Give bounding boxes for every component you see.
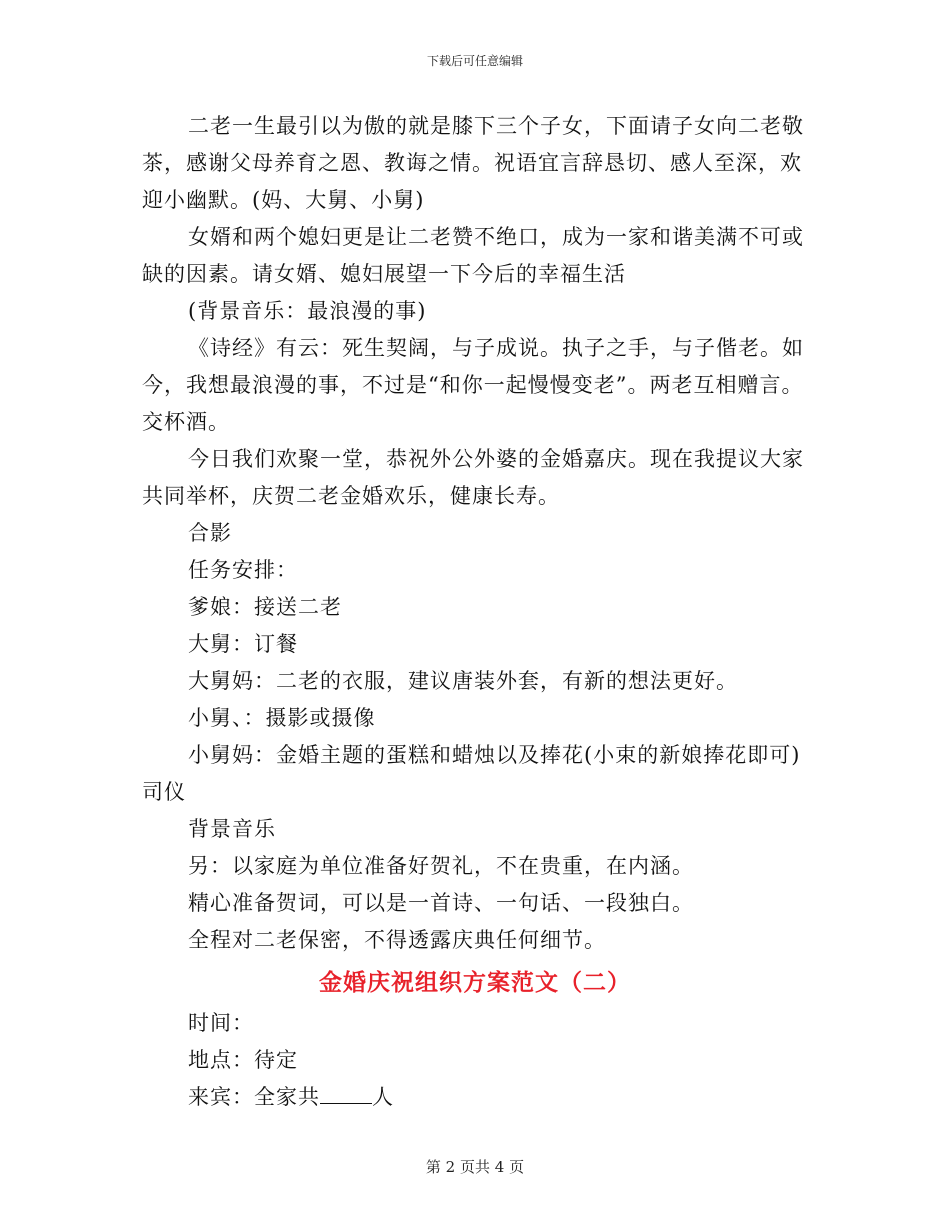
line-task-elder-uncle: 大舅：订餐	[188, 632, 298, 656]
paragraph-toast: 今日我们欢聚一堂，恭祝外公外婆的金婚嘉庆。现在我提议大家共同举杯，庆贺二老金婚欢乐，健康长寿。	[142, 447, 804, 508]
line-group-photo: 合影	[188, 521, 232, 545]
line-place: 地点：待定	[188, 1048, 298, 1072]
guests-count-blank	[320, 1085, 372, 1104]
line-task-heading: 任务安排：	[188, 558, 298, 582]
line-task-elder-aunt: 大舅妈：二老的衣服，建议唐装外套，有新的想法更好。	[188, 669, 738, 693]
line-gifts: 另：以家庭为单位准备好贺礼，不在贵重，在内涵。	[188, 854, 694, 878]
line-greetings: 精心准备贺词，可以是一首诗、一句话、一段独白。	[188, 891, 694, 915]
paragraph-book-of-songs: 《诗经》有云：死生契阔，与子成说。执子之手，与子偕老。如今，我想最浪漫的事，不过是“和你一起慢慢变老”。两老互相赠言。交杯酒。	[142, 336, 804, 434]
paragraph-tea-ceremony: 二老一生最引以为傲的就是膝下三个子女，下面请子女向二老敬茶，感谢父母养育之恩、教诲之情。祝语宜言辞恳切、感人至深，欢迎小幽默。(妈、大舅、小舅)	[142, 114, 804, 212]
paragraph-in-laws: 女婿和两个媳妇更是让二老赞不绝口，成为一家和谐美满不可或缺的因素。请女婿、媳妇展望一下今后的幸福生活	[142, 225, 804, 286]
line-time: 时间：	[188, 1011, 254, 1035]
line-guests	[142, 1079, 808, 1116]
guests-prefix: 来宾：全家共	[188, 1085, 320, 1109]
page-header-note: 下载后可任意编辑	[426, 54, 523, 68]
line-task-emcee: 司仪	[142, 780, 186, 804]
document-body	[142, 108, 808, 1116]
line-task-parents: 爹娘：接送二老	[188, 595, 342, 619]
line-task-younger-uncle: 小舅、：摄影或摄像	[188, 706, 376, 730]
page-footer-number: 第 2 页共 4 页	[425, 1158, 525, 1176]
paragraph-background-music: (背景音乐：最浪漫的事)	[188, 299, 427, 323]
line-background-music: 背景音乐	[188, 817, 276, 841]
guests-suffix: 人	[372, 1085, 394, 1109]
line-secrecy: 全程对二老保密，不得透露庆典任何细节。	[188, 928, 606, 952]
section-title: 金婚庆祝组织方案范文（二）	[319, 969, 631, 996]
line-task-younger-aunt: 小舅妈：金婚主题的蛋糕和蜡烛以及捧花(小束的新娘捧花即可)	[188, 743, 801, 767]
